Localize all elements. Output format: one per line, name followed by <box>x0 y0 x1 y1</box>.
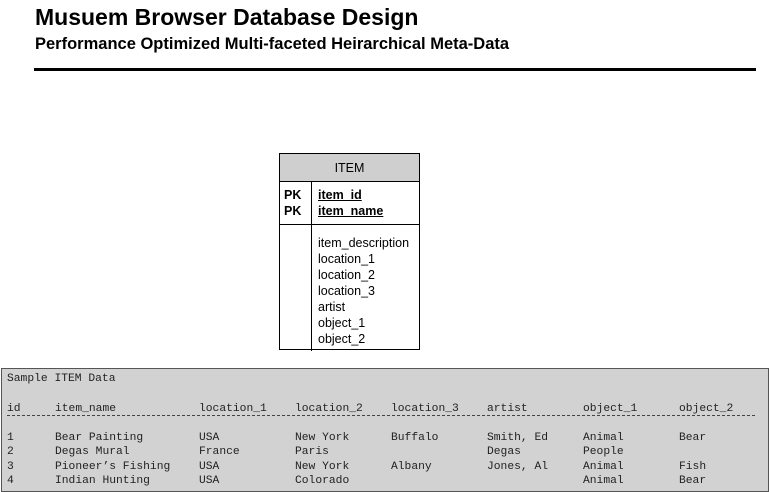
table-cell: Animal <box>583 461 624 473</box>
table-cell: Bear <box>679 432 707 444</box>
page-title: Musuem Browser Database Design <box>35 4 419 30</box>
attribute: location_1 <box>318 252 375 266</box>
sample-title: Sample ITEM Data <box>7 373 116 385</box>
table-cell: USA <box>199 432 220 444</box>
column-header: object_2 <box>679 403 734 415</box>
column-header: item_name <box>55 403 117 415</box>
table-cell: Animal <box>583 475 624 487</box>
table-cell: USA <box>199 461 220 473</box>
page-subtitle: Performance Optimized Multi-faceted Heirarchical Meta-Data <box>35 35 510 53</box>
attribute-section <box>280 225 419 351</box>
table-cell: Paris <box>295 446 329 458</box>
primary-key-section <box>280 182 419 225</box>
table-row <box>2 474 768 488</box>
table-cell: Animal <box>583 432 624 444</box>
table-cell: Colorado <box>295 475 350 487</box>
table-cell: Fish <box>679 461 707 473</box>
column-header: object_1 <box>583 403 638 415</box>
sample-data-panel <box>1 368 769 492</box>
table-row <box>2 431 768 445</box>
table-cell: 4 <box>7 475 14 487</box>
attribute: location_2 <box>318 268 375 282</box>
table-cell: Smith, Ed <box>487 432 549 444</box>
column-header: location_2 <box>295 403 363 415</box>
table-cell: Bear Painting <box>55 432 144 444</box>
key-column-divider <box>311 225 312 351</box>
pk-label: PK <box>284 204 302 218</box>
table-cell: Jones, Al <box>487 461 549 473</box>
table-cell: Pioneer’s Fishing <box>55 461 171 473</box>
table-cell: Indian Hunting <box>55 475 150 487</box>
attribute: artist <box>318 300 346 314</box>
column-header: location_1 <box>199 403 267 415</box>
attribute: object_2 <box>318 332 366 346</box>
table-header-row <box>2 402 768 416</box>
primary-key-row <box>284 203 383 219</box>
table-cell: USA <box>199 475 220 487</box>
column-header: location_3 <box>391 403 459 415</box>
entity-name: ITEM <box>280 154 419 182</box>
column-header: id <box>7 403 21 415</box>
column-header: artist <box>487 403 528 415</box>
primary-key-row <box>284 187 383 203</box>
table-cell: People <box>583 446 624 458</box>
pk-field: item_name <box>318 204 384 218</box>
table-cell: New York <box>295 461 350 473</box>
table-cell: Degas <box>487 446 521 458</box>
pk-field: item_id <box>318 188 362 202</box>
table-cell: New York <box>295 432 350 444</box>
pk-label: PK <box>284 188 302 202</box>
table-cell: Bear <box>679 475 707 487</box>
table-cell: Albany <box>391 461 432 473</box>
table-cell: Buffalo <box>391 432 439 444</box>
attribute: object_1 <box>318 316 366 330</box>
table-cell: Degas Mural <box>55 446 130 458</box>
table-row <box>2 445 768 459</box>
table-cell: 3 <box>7 461 14 473</box>
item-entity-box <box>279 153 420 350</box>
header-separator <box>7 415 755 416</box>
table-cell: 1 <box>7 432 14 444</box>
title-divider <box>34 68 756 71</box>
table-row <box>2 460 768 474</box>
attribute: location_3 <box>318 284 375 298</box>
attribute: item_description <box>318 236 410 250</box>
table-cell: France <box>199 446 240 458</box>
table-cell: 2 <box>7 446 14 458</box>
